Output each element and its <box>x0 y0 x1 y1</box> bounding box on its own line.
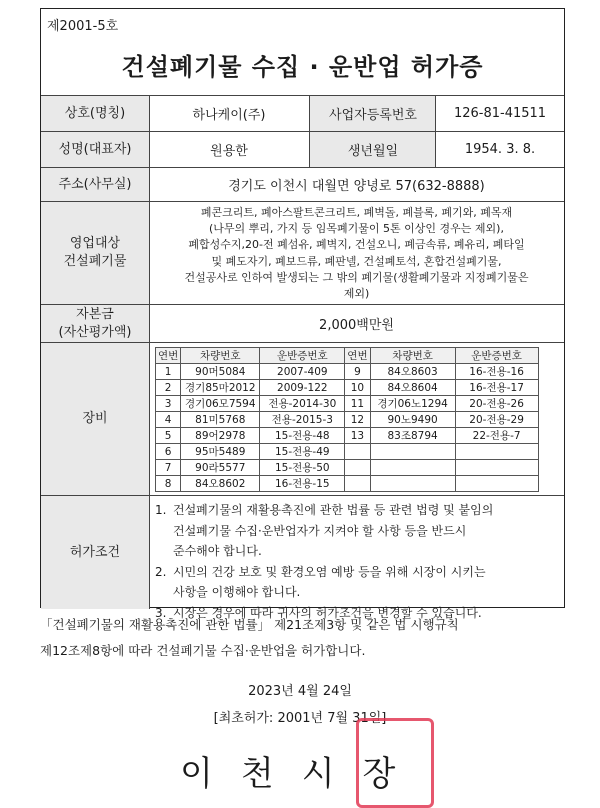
condition-number <box>155 541 173 562</box>
table-row <box>156 396 539 412</box>
equipment-label: 장비 <box>41 343 150 495</box>
cell-vehicle <box>370 476 455 492</box>
waste-line: 및 폐도자기, 폐보드류, 폐판넬, 건설폐토석, 혼합건설폐기물, <box>211 254 502 268</box>
condition-line <box>155 541 558 562</box>
cell-seq: 1 <box>156 364 181 380</box>
condition-number: 3. <box>155 605 167 620</box>
cell-vehicle: 90라5577 <box>181 460 260 476</box>
col-vehicle: 차량번호 <box>181 348 260 364</box>
issuer-name: 이천시장 <box>180 754 424 794</box>
table-row <box>156 460 539 476</box>
col-seq: 연번 <box>156 348 181 364</box>
conditions-list <box>155 500 558 623</box>
cell-permit: 15-전용-49 <box>260 444 345 460</box>
cell-seq: 3 <box>156 396 181 412</box>
cell-seq: 6 <box>156 444 181 460</box>
rep-value: 원용한 <box>210 144 248 159</box>
equipment-body <box>156 364 539 492</box>
cell-vehicle: 89어2978 <box>181 428 260 444</box>
waste-line: 제외) <box>343 287 370 301</box>
cell-seq: 5 <box>156 428 181 444</box>
cell-vehicle: 84오8604 <box>370 380 455 396</box>
cell-seq <box>345 444 370 460</box>
cell-vehicle: 경기06노1294 <box>370 396 455 412</box>
condition-text: 건설폐기물 수집·운반업자가 지켜야 할 사항 등을 반드시 <box>173 523 467 538</box>
conditions-label: 허가조건 <box>41 496 150 609</box>
condition-line <box>155 500 558 521</box>
cell-seq: 7 <box>156 460 181 476</box>
condition-line <box>155 582 558 603</box>
cell-seq: 12 <box>345 412 370 428</box>
cell-permit: 2007-409 <box>260 364 345 380</box>
cell-vehicle <box>370 444 455 460</box>
birth-label: 생년월일 <box>309 132 436 167</box>
cell-vehicle: 90머5084 <box>181 364 260 380</box>
cell-permit: 16-전용-16 <box>455 364 538 380</box>
condition-number: 1. <box>155 503 167 517</box>
waste-line: 폐콘크리트, 폐아스팔트콘크리트, 폐벽돌, 폐블록, 폐기와, 폐목재 <box>200 206 513 219</box>
col-permit: 운반증번호 <box>455 348 538 364</box>
table-row <box>156 476 539 492</box>
table-row <box>156 428 539 444</box>
cell-seq: 13 <box>345 428 370 444</box>
cell-vehicle: 84오8602 <box>181 476 260 492</box>
company-value: 하나케이(주) <box>192 108 266 123</box>
row-waste-types <box>41 201 564 304</box>
document-title: 건설폐기물 수집 · 운반업 허가증 <box>121 53 484 81</box>
cell-permit: 전용-2014-30 <box>260 396 345 412</box>
col-seq: 연번 <box>345 348 370 364</box>
condition-number <box>155 521 173 542</box>
cell-permit <box>455 444 538 460</box>
cell-permit: 16-전용-15 <box>260 476 345 492</box>
cell-vehicle: 경기85마2012 <box>181 380 260 396</box>
document-number: 제2001-5호 <box>47 19 119 34</box>
cell-seq: 2 <box>156 380 181 396</box>
declaration-line: 「건설폐기물의 재활용촉진에 관한 법률」 제21조제3항 및 같은 법 시행규칙 <box>40 617 459 632</box>
cell-seq: 8 <box>156 476 181 492</box>
cell-permit: 전용-2015-3 <box>260 412 345 428</box>
row-address <box>41 167 564 201</box>
cell-vehicle <box>370 460 455 476</box>
condition-text: 건설폐기물의 재활용촉진에 관한 법률 등 관련 법령 및 붙임의 <box>173 503 494 517</box>
waste-line: 건설공사로 인하여 발생되는 그 밖의 폐기물(생활폐기물과 지정폐기물은 <box>184 270 529 284</box>
cell-vehicle: 95마5489 <box>181 444 260 460</box>
row-conditions <box>41 495 564 620</box>
row-equipment <box>41 342 564 495</box>
table-row <box>156 412 539 428</box>
permit-frame <box>40 8 565 620</box>
col-permit: 운반증번호 <box>260 348 345 364</box>
cell-vehicle: 83조8794 <box>370 428 455 444</box>
condition-text: 준수해야 합니다. <box>173 544 262 558</box>
cell-permit: 15-전용-50 <box>260 460 345 476</box>
cell-seq: 11 <box>345 396 370 412</box>
row-company <box>41 95 564 131</box>
condition-text: 사항을 이행해야 합니다. <box>173 585 301 599</box>
col-vehicle: 차량번호 <box>370 348 455 364</box>
table-row <box>156 380 539 396</box>
equipment-header-row <box>156 348 539 364</box>
equipment-table <box>155 347 539 492</box>
row-representative <box>41 131 564 167</box>
company-label: 상호(명칭) <box>41 96 150 131</box>
address-label: 주소(사무실) <box>41 168 150 201</box>
cell-permit: 20-전용-26 <box>455 396 538 412</box>
cell-permit <box>455 476 538 492</box>
cell-permit: 15-전용-48 <box>260 428 345 444</box>
condition-text: 시장은 경우에 따라 귀사의 허가조건을 변경할 수 있습니다. <box>173 605 482 620</box>
cell-permit: 2009-122 <box>260 380 345 396</box>
bizno-label: 사업자등록번호 <box>309 96 436 131</box>
condition-line <box>155 562 558 583</box>
cell-seq: 10 <box>345 380 370 396</box>
cell-permit: 16-전용-17 <box>455 380 538 396</box>
waste-list <box>153 205 560 302</box>
waste-line: 폐합성수지,20-전 폐섬유, 폐벽지, 건설오니, 폐금속류, 폐유리, 폐타일 <box>188 238 525 252</box>
rep-label: 성명(대표자) <box>41 132 150 167</box>
first-permit-date: [최초허가: 2001년 7월 31일] <box>213 711 387 726</box>
row-capital <box>41 304 564 342</box>
cell-permit: 20-전용-29 <box>455 412 538 428</box>
table-row <box>156 444 539 460</box>
bizno-value: 126-81-41511 <box>435 96 564 131</box>
condition-number <box>155 582 173 603</box>
cell-permit <box>455 460 538 476</box>
condition-line <box>155 521 558 542</box>
cell-vehicle: 84오8603 <box>370 364 455 380</box>
address-value: 경기도 이천시 대월면 양녕로 57(632-8888) <box>228 179 485 194</box>
issue-date: 2023년 4월 24일 <box>248 684 352 699</box>
cell-seq: 9 <box>345 364 370 380</box>
cell-vehicle: 81미5768 <box>181 412 260 428</box>
cell-seq <box>345 476 370 492</box>
capital-value: 2,000백만원 <box>319 318 394 333</box>
waste-label: 영업대상 건설폐기물 <box>41 202 150 304</box>
birth-value: 1954. 3. 8. <box>435 132 564 167</box>
cell-seq <box>345 460 370 476</box>
official-seal-icon <box>356 718 434 808</box>
table-row <box>156 364 539 380</box>
cell-vehicle: 90노9490 <box>370 412 455 428</box>
cell-vehicle: 경기06모7594 <box>181 396 260 412</box>
declaration-line: 제12조제8항에 따라 건설폐기물 수집·운반업을 허가합니다. <box>40 643 366 658</box>
waste-line: (나무의 뿌리, 가지 등 임목폐기물이 5톤 이상인 경우는 제외), <box>209 222 504 236</box>
condition-text: 시민의 건강 보호 및 환경오염 예방 등을 위해 시장이 시키는 <box>173 564 486 579</box>
condition-number: 2. <box>155 564 167 579</box>
cell-seq: 4 <box>156 412 181 428</box>
cell-permit: 22-전용-7 <box>455 428 538 444</box>
declaration <box>40 612 565 664</box>
capital-label: 자본금 (자산평가액) <box>41 305 150 342</box>
